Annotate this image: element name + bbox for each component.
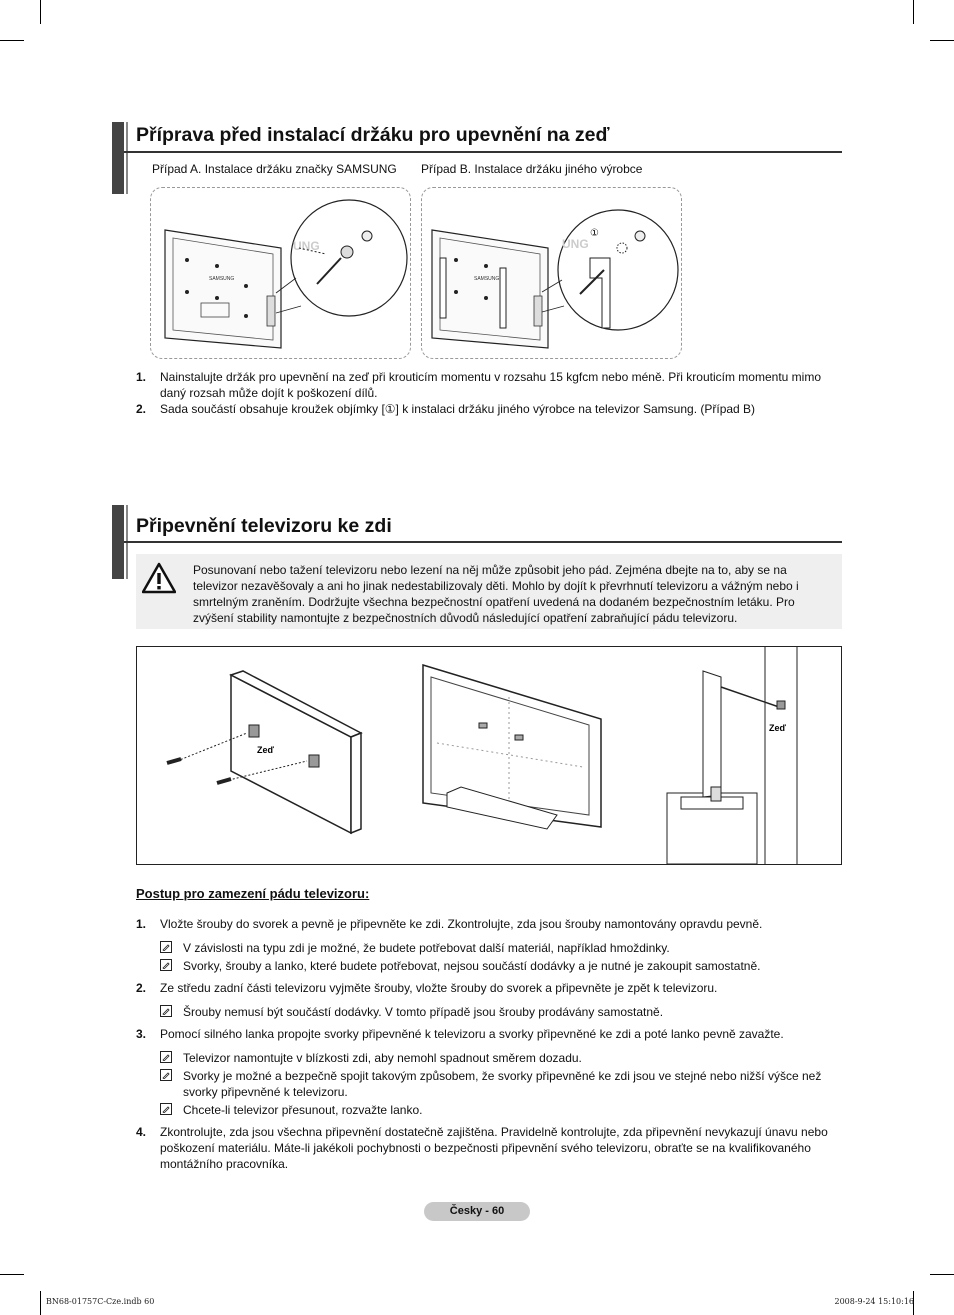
crop-mark xyxy=(40,0,41,24)
note-item xyxy=(136,1004,842,1020)
section-rule xyxy=(124,541,842,543)
note-text: Chcete-li televizor přesunout, rozvažte lanko. xyxy=(183,1103,423,1117)
step-number: 4. xyxy=(136,1125,147,1139)
step-number: 1. xyxy=(136,917,147,931)
warning-text: Posunovaní nebo tažení televizoru nebo lezení na něj může způsobit jeho pád. Zejména dbejte na to, aby se na televizor nezavěšovaly a ani ho jinak nedestabilizovaly děti. Mohlo by dojít k převrhnutí televizoru a vážným nebo i smrtelným zraněním. Dodržujte všechna bezpečnostní opatření uvedená na dodaném bezpečnostním letáku. Pro zvýšení stability namontujte z bezpečnostních důvodů následující opatření zabraňující pádu televizoru. xyxy=(193,563,799,625)
tv-back-illustration-a xyxy=(151,188,410,358)
note-text: Televizor namontujte v blízkosti zdi, aby nemohl spadnout směrem dozadu. xyxy=(183,1051,582,1065)
step-text: Vložte šrouby do svorek a pevně je připevněte ke zdi. Zkontrolujte, zda jsou šrouby namontovány opravdu pevně. xyxy=(160,917,763,931)
section-title: Připevnění televizoru ke zdi xyxy=(136,515,392,537)
crop-mark xyxy=(0,1274,24,1275)
list-item xyxy=(136,1124,842,1172)
footer-timestamp: 2008-9-24 15:10:16 xyxy=(834,1297,914,1306)
section-rule xyxy=(124,151,842,153)
note-icon xyxy=(160,1069,172,1081)
note-item xyxy=(136,1068,842,1100)
wall-tv-illustration xyxy=(137,647,841,864)
mounting-diagram xyxy=(136,646,842,865)
step-text: Nainstalujte držák pro upevnění na zeď při krouticím momentu v rozsahu 15 kgfcm nebo méně. Při krouticím momentu mimo daný rozsah může dojít k poškození dílů. xyxy=(160,370,821,400)
note-text: Svorky, šrouby a lanko, které budete potřebovat, nejsou součástí dodávky a je nutné je zakoupit samostatně. xyxy=(183,959,761,973)
step-text: Pomocí silného lanka propojte svorky připevněné k televizoru a svorky připevněné ke zdi a poté lanko pevně zavažte. xyxy=(160,1027,784,1041)
note-icon xyxy=(160,959,172,971)
note-icon xyxy=(160,1051,172,1063)
note-text: Svorky je možné a bezpečně spojit takovým způsobem, že svorky připevněné ke zdi jsou ve stejné nebo nižší výšce než svorky připevněné k televizoru. xyxy=(183,1069,822,1099)
section-marker xyxy=(112,122,126,194)
note-item xyxy=(136,1050,842,1066)
step-number: 1. xyxy=(136,370,147,384)
note-item xyxy=(136,958,842,974)
step-text: Sada součástí obsahuje kroužek objímky [①] k instalaci držáku jiného výrobce na televizor Samsung. (Případ B) xyxy=(160,402,756,416)
crop-mark xyxy=(913,0,914,24)
note-icon xyxy=(160,941,172,953)
note-item xyxy=(136,940,842,956)
wall-label-right: Zeď xyxy=(769,723,786,733)
step-number: 2. xyxy=(136,981,147,995)
svg-text:①: ① xyxy=(590,228,599,239)
step-number: 3. xyxy=(136,1027,147,1041)
step-text: Ze středu zadní části televizoru vyjměte šrouby, vložte šrouby do svorek a připevněte je zpět k televizoru. xyxy=(160,981,718,995)
note-icon xyxy=(160,1005,172,1017)
list-item xyxy=(136,1026,842,1042)
svg-text:SAMSUNG: SAMSUNG xyxy=(474,276,500,282)
footer-file-info: BN68-01757C-Cze.indb 60 xyxy=(46,1297,155,1306)
list-item xyxy=(136,369,842,401)
figure-case-b xyxy=(421,187,682,359)
crop-mark xyxy=(930,1274,954,1275)
svg-text:UNG: UNG xyxy=(562,237,589,251)
crop-mark xyxy=(930,40,954,41)
list-item xyxy=(136,916,842,932)
crop-mark xyxy=(0,40,24,41)
section-title: Příprava před instalací držáku pro upevnění na zeď xyxy=(136,124,610,146)
page-number-badge: Česky - 60 xyxy=(424,1202,530,1221)
section1-steps xyxy=(136,369,842,417)
crop-mark xyxy=(40,1291,41,1315)
procedure-steps xyxy=(136,916,842,1172)
note-text: V závislosti na typu zdi je možné, že budete potřebovat další materiál, například hmoždinky. xyxy=(183,941,670,955)
step-number: 2. xyxy=(136,402,147,416)
warning-box xyxy=(136,554,842,629)
list-item xyxy=(136,401,842,417)
list-item xyxy=(136,980,842,996)
caption-case-b: Případ B. Instalace držáku jiného výrobce xyxy=(421,162,643,176)
tv-back-illustration-b xyxy=(422,188,681,358)
procedure-heading: Postup pro zamezení pádu televizoru: xyxy=(136,886,370,901)
wall-label-left: Zeď xyxy=(257,745,274,755)
svg-text:SAMSUNG: SAMSUNG xyxy=(209,276,235,282)
warning-icon xyxy=(142,562,176,594)
note-item xyxy=(136,1102,842,1118)
note-icon xyxy=(160,1103,172,1115)
step-text: Zkontrolujte, zda jsou všechna připevnění dostatečně zajištěna. Pravidelně kontrolujte, zda připevnění nevykazují únavu nebo poškození materiálu. Máte-li jakékoli pochybnosti o bezpečnosti připevnění svého televizoru, obraťte se na kvalifikovaného montážního pracovníka. xyxy=(160,1125,828,1171)
note-text: Šrouby nemusí být součástí dodávky. V tomto případě jsou šrouby prodávány samostatně. xyxy=(183,1005,664,1019)
caption-case-a: Případ A. Instalace držáku značky SAMSUNG xyxy=(152,162,397,176)
figure-case-a xyxy=(150,187,411,359)
svg-text:UNG: UNG xyxy=(293,239,320,253)
